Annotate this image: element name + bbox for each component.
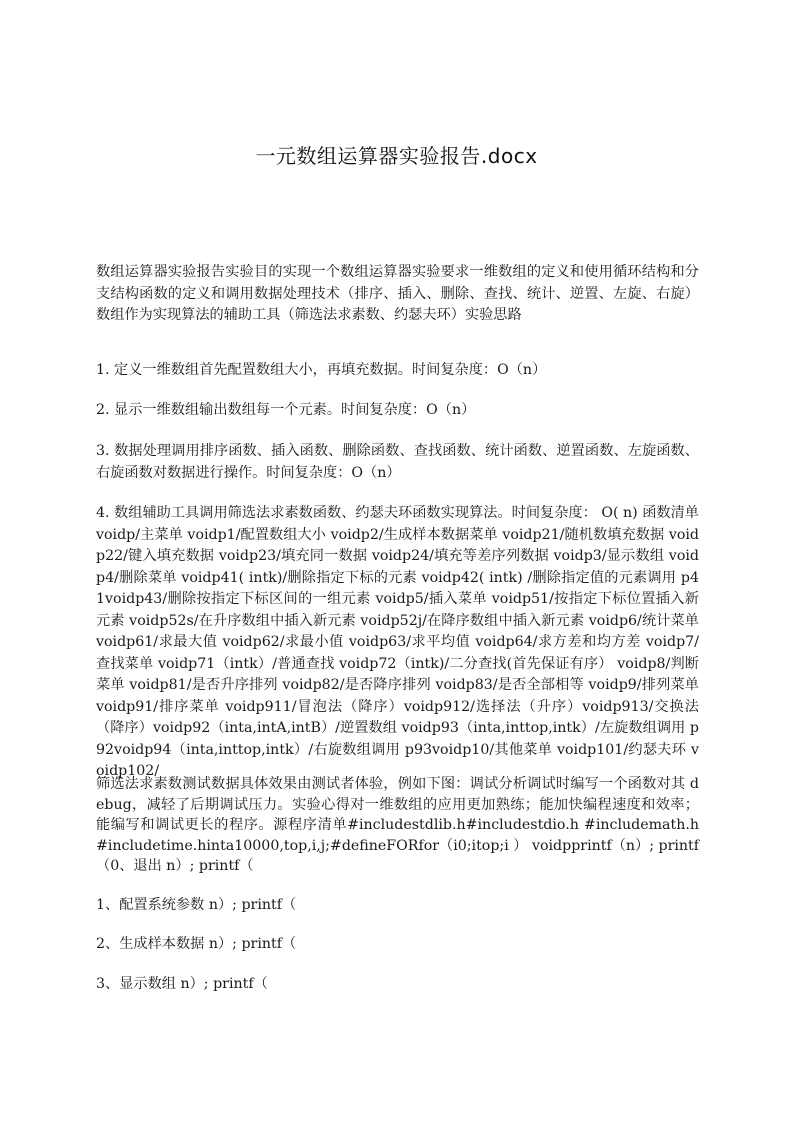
paragraph-menu-item-3: 3、显示数组 n）; printf（ xyxy=(96,976,268,992)
paragraph-intro: 数组运算器实验报告实验目的实现一个数组运算器实验要求一维数组的定义和使用循环结构和分支结构函数的定义和调用数据处理技术（排序、插入、删除、查找、统计、逆置、左旋、右旋）数组作为实现算法的辅助工具（筛选法求素数、约瑟夫环）实验思路 xyxy=(96,264,699,323)
paragraph-display-array: 2. 显示一维数组输出数组每一个元素。时间复杂度：O（n） xyxy=(96,402,476,418)
paragraph-define-array: 1. 定义一维数组首先配置数组大小，再填充数据。时间复杂度：O（n） xyxy=(96,362,547,378)
paragraph-menu-item-2: 2、生成样本数据 n）; printf（ xyxy=(96,936,297,952)
paragraph-function-list: 4. 数组辅助工具调用筛选法求素数函数、约瑟夫环函数实现算法。时间复杂度： O( n) 函数清单 voidp/主菜单 voidp1/配置数组大小 voidp2/生成样本数据菜单 voidp21/随机数填充数据 voidp22/键入填充数据 voidp23/填充同一数据 voidp24/填充等差序列数据 voidp3/显示数组 voidp4/删除菜单 voidp41( intk)/删除指定下标的元素 voidp42( intk) /删除指定值的元素调用 p41voidp43/删除按指定下标区间的一组元素 voidp5/插入菜单 voidp51/按指定下标位置插入新元素 voidp52s/在升序数组中插入新元素 voidp52j/在降序数组中插入新元素 voidp6/统计菜单 voidp61/求最大值 voidp62/求最小值 voidp63/求平均值 voidp64/求方差和均方差 voidp7/查找菜单 voidp71（intk）/普通查找 voidp72（intk)/二分查找(首先保证有序） voidp8/判断菜单 voidp81/是否升序排列 voidp82/是否降序排列 voidp83/是否全部相等 voidp9/排列菜单 voidp91/排序菜单 voidp911/冒泡法（降序）voidp912/选择法（升序）voidp913/交换法（降序）voidp92（inta,intA,intB）/逆置数组 voidp93（inta,inttop,intk）/左旋数组调用 p92voidp94（inta,inttop,intk）/右旋数组调用 p93voidp10/其他菜单 voidp101/约瑟夫环 voidp102/ xyxy=(96,505,699,779)
paragraph-menu-item-1: 1、配置系统参数 n）; printf（ xyxy=(96,897,297,913)
paragraph-source-listing: 筛选法求素数测试数据具体效果由测试者体验，例如下图：调试分析调试时编写一个函数对其 debug，减轻了后期调试压力。实验心得对一维数组的应用更加熟练；能加快编程速度和效率；能编写和调试更长的程序。源程序清单#includestdlib.h#includestdio.h #includemath.h#includetime.hinta10000,top,i,j;#defineFORfor（i0;itop;i ） voidpprintf（n）; printf（0、退出 n）; printf（ xyxy=(96,776,699,874)
paragraph-data-processing: 3. 数据处理调用排序函数、插入函数、删除函数、查找函数、统计函数、逆置函数、左旋函数、右旋函数对数据进行操作。时间复杂度：O（n） xyxy=(96,443,699,481)
document-title: 一元数组运算器实验报告.docx xyxy=(255,144,538,168)
